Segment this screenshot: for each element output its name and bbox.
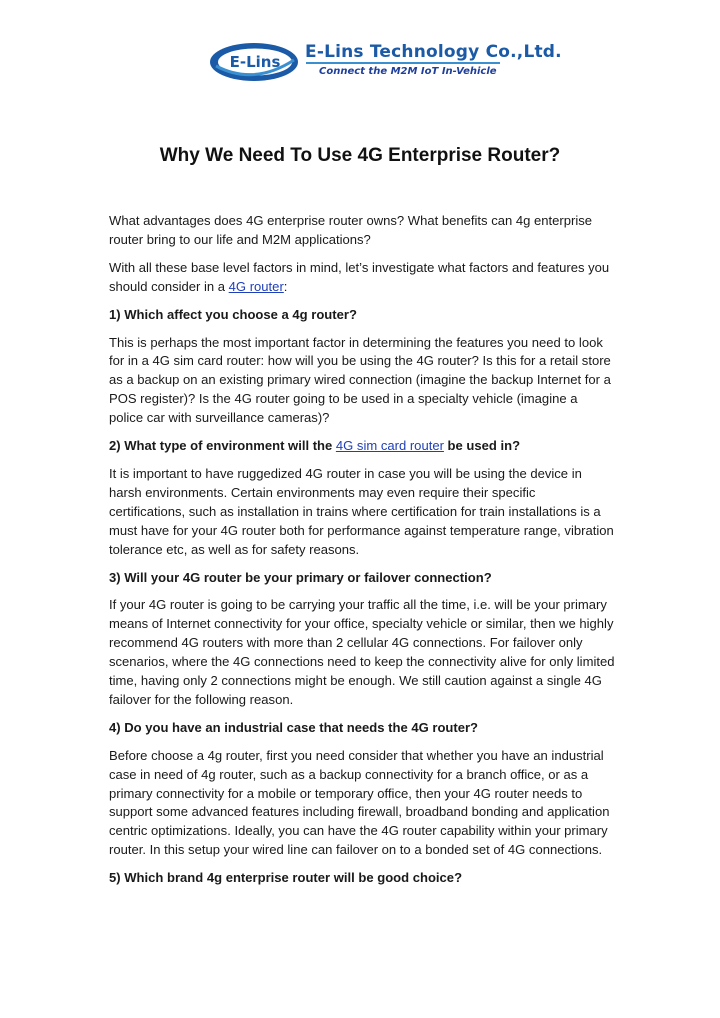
4g-sim-card-router-link[interactable]: 4G sim card router (335, 438, 444, 454)
intro-text: With all these base level factors in mind, let’s investigate what factors and features you should consider in a (109, 259, 610, 294)
intro-paragraph-2 (109, 259, 615, 297)
question-heading-3: 3) Will your 4G router be your primary or failover connection? (109, 569, 492, 585)
header-divider (306, 62, 500, 64)
answer-paragraph-1: This is perhaps the most important factor in determining the features you need to look for in a 4G sim card router: how will you be using the 4G router? Is this for a retail store as a backup on an existing primary wired connection (imagine the backup Internet for a POS register)? Is the 4G router going to be used in a specialty vehicle (imagine a police car with surveillance cameras)? (109, 334, 611, 426)
company-name: E-Lins Technology Co.,Ltd. (305, 42, 562, 62)
question-heading-1: 1) Which affect you choose a 4g router? (109, 306, 357, 322)
page-title: Why We Need To Use 4G Enterprise Router? (159, 145, 561, 166)
answer-paragraph-2: It is important to have ruggedized 4G router in case you will be using the device in harsh environments. Certain environments may even require their specific certifications, such as installation in trains where certification for train installations is a must have for your 4G router both for performance against temperature range, vibration tolerance etc, as well as for safety reasons. (109, 465, 614, 557)
e-lins-logo-icon (208, 40, 304, 84)
4g-router-link[interactable]: 4G router (228, 278, 284, 294)
question-text: 2) What type of environment will the (109, 438, 336, 454)
company-tagline: Connect the M2M IoT In-Vehicle (319, 66, 497, 77)
question-heading-5: 5) Which brand 4g enterprise router will be good choice? (109, 870, 463, 886)
question-text-end: be used in? (443, 438, 521, 454)
question-heading-4: 4) Do you have an industrial case that needs the 4G router? (109, 719, 479, 735)
company-header (208, 40, 562, 88)
intro-paragraph: What advantages does 4G enterprise router owns? What benefits can 4g enterprise router bring to our life and M2M applications? (109, 213, 593, 247)
answer-paragraph-3: If your 4G router is going to be carrying your traffic all the time, i.e. will be your primary means of Internet connectivity for your office, specialty vehicle or similar, then we highly recommend 4G routers with more than 2 cellular 4G connections. For failover only scenarios, where the 4G connections need to keep the connectivity alive for only limited time, having only 2 connections might be enough. We still caution against a single 4G failover for the following reason. (109, 597, 615, 707)
intro-text-end: : (283, 278, 288, 294)
logo-text: E-Lins (229, 53, 281, 71)
answer-paragraph-4: Before choose a 4g router, first you need consider that whether you have an industrial case in need of 4g router, such as a backup connectivity for a branch office, or as a primary connectivity for a mobile or temporary office, then your 4G router needs to support some advanced features including firewall, broadband bonding and application centric optimizations. Ideally, you can have the 4G router capability within your primary router. In this setup your wired line can failover on to a bonded set of 4G connections. (109, 747, 610, 858)
article-body (109, 212, 615, 897)
question-heading-2 (109, 437, 615, 456)
